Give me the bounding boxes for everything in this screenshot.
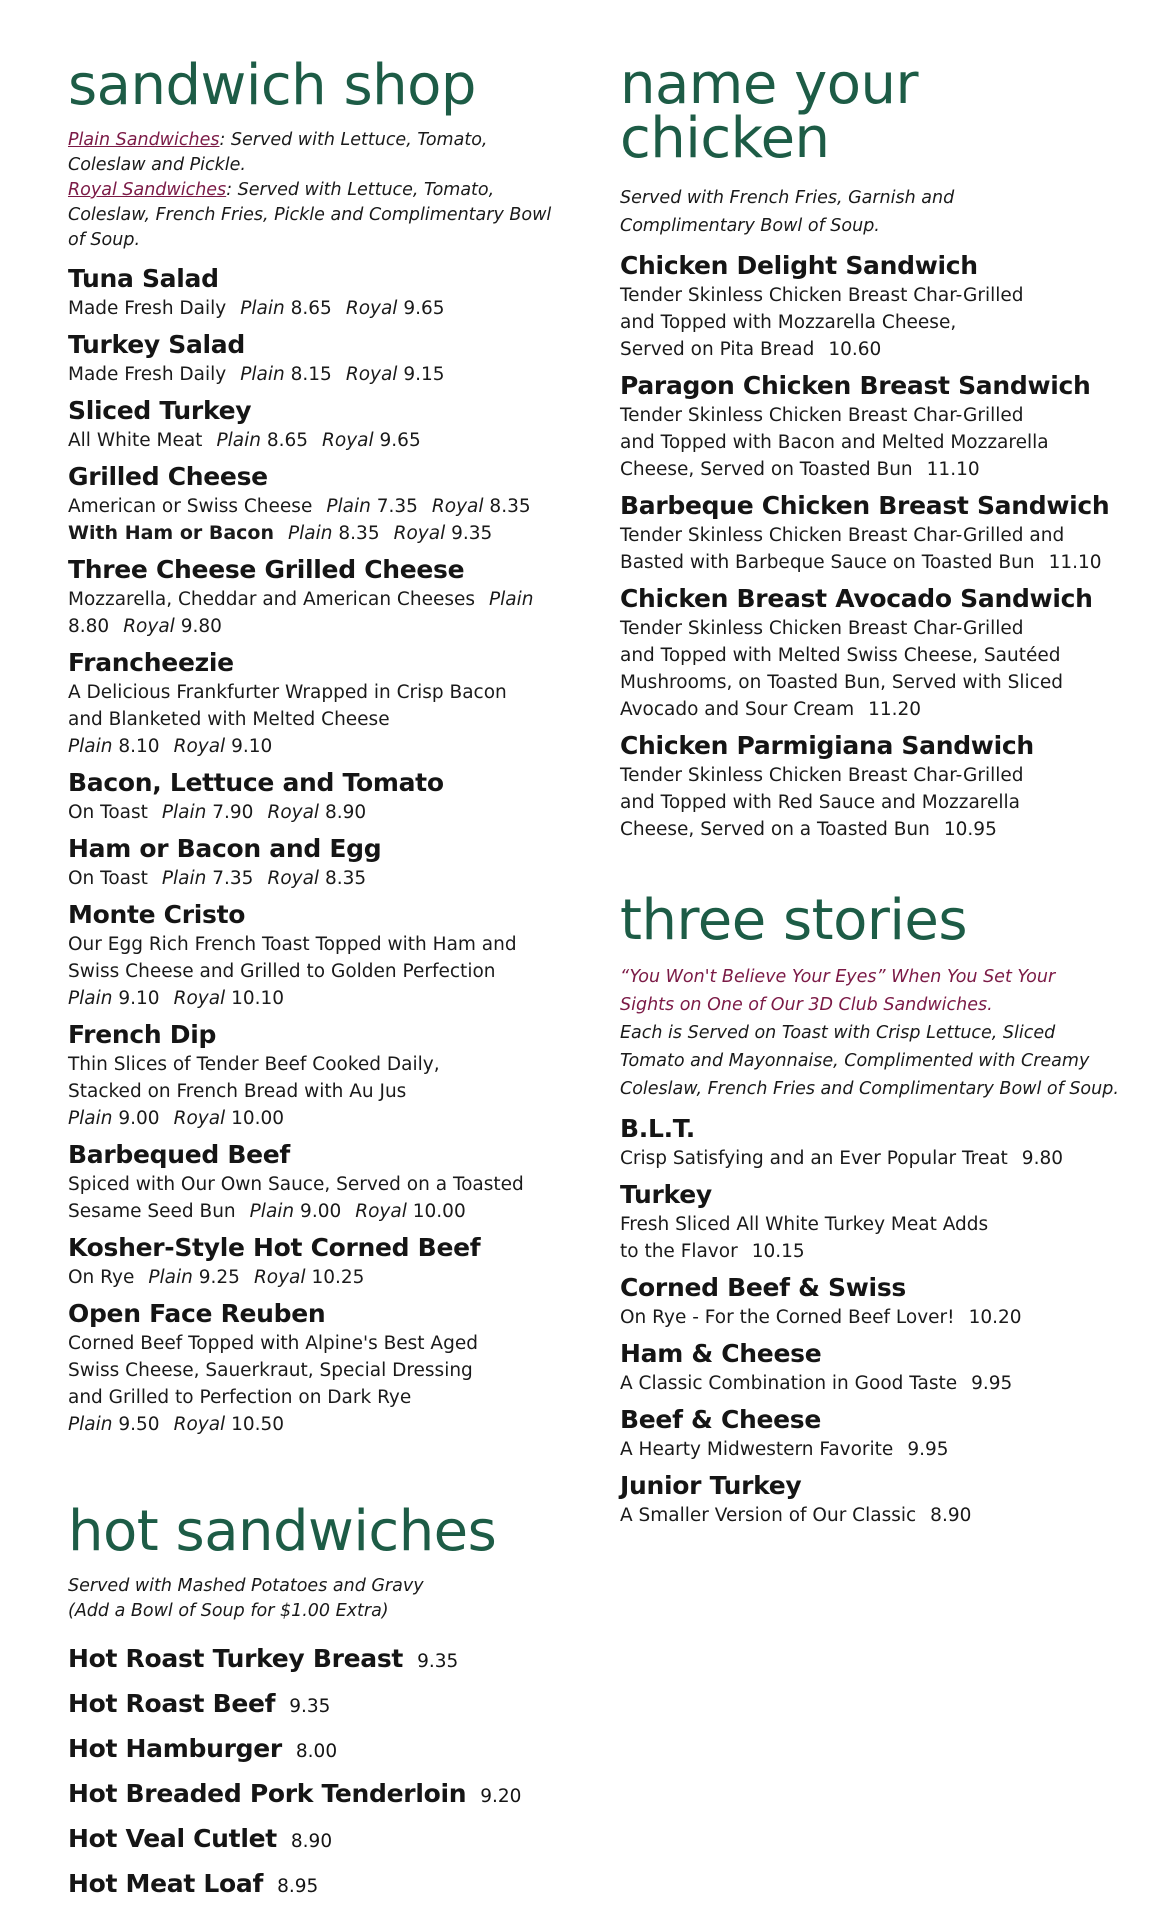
menu-item [68,461,568,547]
menu-item [620,1338,1140,1397]
item-option: With Ham or Bacon [68,522,275,544]
plain-label: Plain [288,523,333,544]
menu-item [620,370,1140,483]
plain-price: 8.65 [266,430,309,451]
plain-price: 9.50 [118,1414,160,1435]
item-description: On Rye [68,1267,135,1288]
menu-item [68,1818,568,1863]
royal-label: Royal [431,496,484,517]
item-description-line [68,1078,568,1105]
item-price: 11.20 [868,699,922,720]
item-name: Hot Breaded Pork Tenderloin [68,1779,467,1808]
item-description: American or Swiss Cheese [68,496,313,517]
item-price: 10.95 [943,819,997,840]
item-description-line [620,1436,1140,1463]
item-name: Chicken Delight Sandwich [620,251,978,280]
sandwich-shop-section [68,53,568,1438]
item-description: Fresh Sliced All White Turkey Meat Adds [620,1214,989,1235]
item-name: Paragon Chicken Breast Sandwich [620,371,1091,400]
item-description-line [620,429,1140,456]
menu-item [68,554,568,640]
item-description: and Topped with Melted Swiss Cheese, Sautéed [620,645,1061,666]
item-name: Hot Meat Loaf [68,1869,264,1898]
item-description: A Smaller Version of Our Classic [620,1505,917,1526]
item-description: Tender Skinless Chicken Breast Char-Grilled [620,405,1024,426]
section-intro: Served with French Fries, Garnish and Complimentary Bowl of Soup. [620,188,955,236]
menu-item [68,647,568,760]
item-price-line [68,985,568,1012]
item-option-line [68,520,568,547]
plain-price: 9.00 [300,1201,342,1222]
plain-label: Plain [68,1108,113,1129]
name-your-chicken-section [620,52,1140,843]
royal-price: 8.90 [324,802,367,823]
three-stories-section [620,888,1140,1529]
item-description: Tender Skinless Chicken Breast Char-Grilled [620,285,1024,306]
plain-price: 8.35 [338,523,380,544]
plain-label: Plain [161,868,207,889]
item-description-line [620,456,1140,483]
item-name: Grilled Cheese [68,462,268,491]
item-description: Crisp Satisfying and an Ever Popular Treat [620,1148,1008,1169]
item-name: Corned Beef & Swiss [620,1273,906,1302]
item-description-line [68,1264,568,1291]
plain-label: Plain [68,988,113,1009]
item-description: On Toast [68,802,148,823]
item-price: 11.10 [926,459,980,480]
menu-item [68,1298,568,1438]
item-description-line [620,696,1140,723]
item-price: 9.95 [971,1373,1013,1394]
item-description: and Topped with Red Sauce and Mozzarella [620,792,1020,813]
item-description: Swiss Cheese, Sauerkraut, Special Dressing [68,1360,473,1381]
item-description: Tender Skinless Chicken Breast Char-Grilled and [620,525,1065,546]
item-name: Turkey Salad [68,330,245,359]
item-price: 10.15 [751,1241,805,1262]
plain-price: 8.80 [68,616,110,637]
royal-price: 9.80 [180,616,222,637]
item-description: Spiced with Our Own Sauce, Served on a Toasted [68,1174,524,1195]
item-description: Basted with Barbeque Sauce on Toasted Bun [620,552,1035,573]
item-price: 8.00 [295,1741,338,1762]
item-description: Cheese, Served on a Toasted Bun [620,819,930,840]
item-description: Tender Skinless Chicken Breast Char-Grilled [620,618,1024,639]
item-name: Hot Veal Cutlet [68,1824,277,1853]
plain-price: 7.90 [212,802,254,823]
royal-label: Royal [322,430,374,451]
item-description: and Topped with Mozzarella Cheese, [620,312,957,333]
item-name: Sliced Turkey [68,396,252,425]
item-description: Avocado and Sour Cream [620,699,855,720]
item-price: 9.20 [480,1786,522,1807]
plain-price: 7.35 [212,868,254,889]
item-name: Hot Hamburger [68,1734,282,1763]
item-name: Ham or Bacon and Egg [68,834,382,863]
menu-item [68,395,568,454]
item-name: Three Cheese Grilled Cheese [68,555,465,584]
item-description: Corned Beef Topped with Alpine's Best Aged [68,1333,478,1354]
menu-item [68,1728,568,1773]
menu-item [68,329,568,388]
plain-label: Plain [148,1267,193,1288]
item-description-line [68,958,568,985]
plain-label: Plain [68,1414,113,1435]
sandwich-list [68,263,568,1438]
section-intro: “You Won't Believe Your Eyes” When You Set Your Sights on One of Our 3D Club Sandwiches. Each is Served on Toast with Crisp Lettuce, Sliced Tomato and Mayonnaise, Complimented with Creamy Coleslaw, French Fries and Complimentary Bowl of Soup. [620,967,1119,1099]
item-description-line [68,706,568,733]
item-price: 8.90 [930,1505,972,1526]
item-name: Francheezie [68,648,234,677]
item-description: Tender Skinless Chicken Breast Char-Grilled [620,765,1024,786]
item-description: All White Meat [68,430,203,451]
royal-label: Royal [355,1201,407,1222]
item-description: Mushrooms, on Toasted Bun, Served with Sliced [620,672,1063,693]
menu-item [68,899,568,1012]
item-description-line [620,1238,1140,1265]
item-price: 8.95 [277,1876,319,1897]
right-column [620,52,1140,1536]
item-price: 11.10 [1048,552,1102,573]
item-description-line [68,1051,568,1078]
menu-item [620,1179,1140,1265]
item-description-line [620,816,1140,843]
item-description-line [620,1370,1140,1397]
plain-sandwiches-label: Plain Sandwiches [68,130,220,150]
item-price: 9.35 [417,1651,459,1672]
item-description: and Topped with Bacon and Melted Mozzarella [620,432,1049,453]
plain-label: Plain [240,298,285,319]
item-name: Barbeque Chicken Breast Sandwich [620,491,1110,520]
item-price: 10.60 [828,339,882,360]
item-description: Made Fresh Daily [68,364,227,385]
item-description: A Classic Combination in Good Taste [620,1373,958,1394]
hot-sandwich-list [68,1638,568,1908]
menu-item [68,1139,568,1225]
item-description-line [68,1357,568,1384]
royal-price: 10.00 [231,1108,285,1129]
royal-label: Royal [267,802,320,823]
royal-sandwiches-label: Royal Sandwiches [68,180,227,200]
royal-label: Royal [267,868,320,889]
item-description-line [68,295,568,322]
plain-label: Plain [326,496,371,517]
menu-item [68,1863,568,1908]
item-description-line [68,427,568,454]
menu-item [620,250,1140,363]
item-description: Swiss Cheese and Grilled to Golden Perfection [68,961,496,982]
item-name: Bacon, Lettuce and Tomato [68,768,444,797]
menu-item [620,1113,1140,1172]
menu-item [68,1638,568,1683]
item-price-line [68,1411,568,1438]
section-title: three stories [620,888,968,953]
royal-price: 9.35 [451,523,493,544]
royal-label: Royal [173,1108,226,1129]
item-name: Hot Roast Turkey Breast [68,1644,404,1673]
item-description: Our Egg Rich French Toast Topped with Ham and [68,934,517,955]
item-description-line [620,1502,1140,1529]
item-name: Tuna Salad [68,264,219,293]
item-description: Made Fresh Daily [68,298,227,319]
chicken-list [620,250,1140,843]
item-description-line [68,799,568,826]
section-title: name your chicken [620,52,919,171]
item-description-line [68,1384,568,1411]
item-description-line [68,1171,568,1198]
royal-price: 9.65 [403,298,445,319]
menu-item [620,1404,1140,1463]
plain-label: Plain [161,802,207,823]
plain-price: 9.25 [198,1267,240,1288]
item-price: 8.90 [290,1831,333,1852]
menu-item [620,583,1140,723]
plain-price: 9.00 [118,1108,160,1129]
item-description-line [68,1198,568,1225]
item-description-line [68,361,568,388]
plain-price: 7.35 [376,496,418,517]
item-name: Chicken Breast Avocado Sandwich [620,584,1093,613]
item-name: French Dip [68,1020,217,1049]
item-name: Barbequed Beef [68,1140,290,1169]
item-price: 10.20 [968,1307,1022,1328]
item-price: 9.80 [1021,1148,1063,1169]
item-description-line [620,1145,1140,1172]
item-name: Junior Turkey [620,1471,802,1500]
left-column [68,53,568,1908]
item-description: Thin Slices of Tender Beef Cooked Daily, [68,1054,440,1075]
item-description: A Delicious Frankfurter Wrapped in Crisp Bacon [68,682,507,703]
item-description-line [620,549,1140,576]
royal-label: Royal [173,988,226,1009]
item-description-line [620,642,1140,669]
menu-item [620,1272,1140,1331]
item-description: On Toast [68,868,148,889]
plain-label: Plain [216,430,261,451]
item-description-line [68,1330,568,1357]
three-stories-list [620,1113,1140,1529]
menu-item [68,833,568,892]
item-description: Sesame Seed Bun [68,1201,236,1222]
item-price: 9.35 [289,1696,331,1717]
royal-label: Royal [173,736,226,757]
section-title: hot sandwiches [68,1499,497,1564]
item-description-line [68,679,568,706]
item-name: B.L.T. [620,1114,695,1143]
royal-label: Royal [393,523,446,544]
royal-price: 8.35 [489,496,531,517]
item-description: Mozzarella, Cheddar and American Cheeses [68,589,475,610]
menu-item [68,1773,568,1818]
item-description-line [68,865,568,892]
menu-item [68,767,568,826]
item-name: Turkey [620,1180,712,1209]
plain-label: Plain [249,1201,295,1222]
menu-item [68,263,568,322]
section-intro: Served with Mashed Potatoes and Gravy (Add a Bowl of Soup for $1.00 Extra) [68,1576,424,1621]
item-name: Hot Roast Beef [68,1689,276,1718]
item-name: Monte Cristo [68,900,246,929]
item-description-line [620,615,1140,642]
menu-item [620,1470,1140,1529]
item-price-line [68,733,568,760]
royal-label: Royal [173,1414,226,1435]
plain-label: Plain [489,589,534,610]
royal-price: 10.10 [231,988,285,1009]
plain-price: 9.10 [118,988,160,1009]
royal-price: 10.25 [311,1267,365,1288]
item-description-line [68,493,568,520]
plain-price: 8.65 [290,298,332,319]
item-description: A Hearty Midwestern Favorite [620,1439,894,1460]
royal-price: 8.35 [324,868,367,889]
plain-label: Plain [240,364,285,385]
plain-price: 8.15 [290,364,332,385]
item-description: Cheese, Served on Toasted Bun [620,459,913,480]
item-description-line [620,669,1140,696]
item-price: 9.95 [907,1439,949,1460]
item-name: Chicken Parmigiana Sandwich [620,731,1034,760]
hot-sandwiches-section [68,1499,568,1908]
royal-price: 9.10 [231,736,273,757]
plain-label: Plain [68,736,113,757]
item-description-line [620,522,1140,549]
item-name: Open Face Reuben [68,1299,326,1328]
menu-item [620,730,1140,843]
menu-item [68,1019,568,1132]
item-description-line [620,1211,1140,1238]
item-description: On Rye - For the Corned Beef Lover! [620,1307,955,1328]
royal-label: Royal [253,1267,306,1288]
royal-price: 10.50 [231,1414,285,1435]
section-title: sandwich shop [68,53,476,118]
plain-price: 8.10 [118,736,160,757]
item-description: Stacked on French Bread with Au Jus [68,1081,407,1102]
item-description: Served on Pita Bread [620,339,815,360]
section-intro: Plain Sandwiches: Served with Lettuce, Tomato, Coleslaw and Pickle. Royal Sandwiches: Served with Lettuce, Tomato, Coleslaw, French Fries, Pickle and Complimentary Bowl of Soup. [68,130,552,250]
item-price-line [68,1105,568,1132]
item-description-line [620,789,1140,816]
royal-price: 10.00 [412,1201,466,1222]
royal-price: 9.65 [379,430,421,451]
royal-price: 9.15 [403,364,445,385]
item-description-line [68,586,568,640]
item-description-line [620,402,1140,429]
item-description: to the Flavor [620,1241,738,1262]
item-description-line [620,336,1140,363]
item-description-line [620,762,1140,789]
item-description-line [620,309,1140,336]
item-name: Beef & Cheese [620,1405,822,1434]
item-name: Ham & Cheese [620,1339,822,1368]
item-name: Kosher-Style Hot Corned Beef [68,1233,481,1262]
item-description: and Grilled to Perfection on Dark Rye [68,1387,412,1408]
royal-label: Royal [123,616,175,637]
item-description-line [620,282,1140,309]
item-description-line [68,931,568,958]
royal-label: Royal [345,298,398,319]
menu-item [68,1232,568,1291]
item-description-line [620,1304,1140,1331]
royal-label: Royal [345,364,398,385]
item-description: and Blanketed with Melted Cheese [68,709,390,730]
menu-item [620,490,1140,576]
menu-item [68,1683,568,1728]
